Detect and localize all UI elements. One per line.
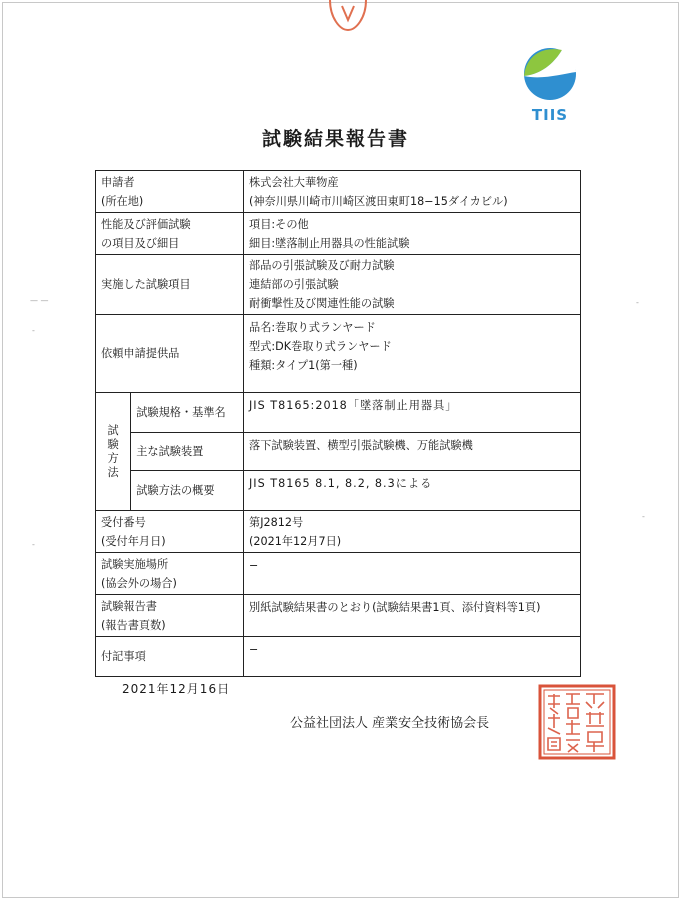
value-line: 品名:巻取り式ランヤード — [249, 321, 376, 334]
margin-mark: — — — [30, 296, 49, 305]
standard-value: JIS T8165:2018「墜落制止用器具」 — [244, 393, 581, 433]
sample-label — [96, 315, 244, 393]
label-char: 験 — [107, 437, 119, 451]
top-stamp-mark — [326, 0, 370, 34]
notes-value — [244, 637, 581, 677]
label-char: 法 — [107, 465, 119, 479]
report-table — [95, 170, 581, 677]
row-receipt — [96, 511, 581, 553]
tiis-logo — [522, 44, 578, 126]
logo-emblem — [522, 44, 578, 104]
value-line: 耐衝撃性及び関連性能の試験 — [249, 297, 395, 310]
value-line: 細目:墜落制止用器具の性能試験 — [249, 236, 410, 250]
label-line: 依頼申請提供品 — [101, 347, 180, 360]
equipment-value: 落下試験装置、横型引張試験機、万能試験機 — [244, 433, 581, 471]
location-label — [96, 553, 244, 595]
label-line: 試験実施場所 — [101, 557, 169, 571]
value-line: 項目:その他 — [249, 217, 309, 231]
margin-mark: - — [642, 512, 645, 521]
value-line: − — [249, 559, 259, 572]
row-report — [96, 595, 581, 637]
value-line: − — [249, 643, 259, 656]
official-seal — [538, 684, 616, 760]
equipment-label: 主な試験装置 — [131, 433, 244, 471]
outline-label: 試験方法の概要 — [131, 471, 244, 511]
margin-mark: - — [32, 326, 35, 335]
value-line: 連結部の引張試験 — [249, 278, 339, 291]
row-method-standard — [96, 393, 581, 433]
value-line: 別紙試験結果書のとおり(試験結果書1頁、添付資料等1頁) — [249, 601, 541, 614]
margin-mark: - — [32, 540, 35, 549]
label-char: 方 — [107, 451, 119, 465]
label-line: 付記事項 — [101, 650, 146, 663]
label-line: (所在地) — [101, 194, 144, 208]
label-line: 申請者 — [101, 175, 135, 189]
report-value — [244, 595, 581, 637]
row-tests — [96, 255, 581, 315]
label-line: (受付年月日) — [101, 534, 166, 548]
sample-value — [244, 315, 581, 393]
method-group-label — [96, 393, 131, 511]
label-line: 実施した試験項目 — [101, 278, 191, 291]
tests-value — [244, 255, 581, 315]
applicant-address: (神奈川県川崎市川崎区渡田東町18−15ダイカビル) — [249, 194, 508, 208]
location-value — [244, 553, 581, 595]
row-method-equipment — [96, 433, 581, 471]
row-applicant — [96, 171, 581, 213]
evaluation-value — [244, 213, 581, 255]
evaluation-label — [96, 213, 244, 255]
row-notes — [96, 637, 581, 677]
notes-label — [96, 637, 244, 677]
value-line: 種類:タイプ1(第一種) — [249, 359, 358, 372]
value-line: 型式:DK巻取り式ランヤード — [249, 340, 392, 353]
label-line: 性能及び評価試験 — [101, 217, 191, 231]
receipt-number: 第J2812号 — [249, 515, 304, 529]
report-label — [96, 595, 244, 637]
label-line: 受付番号 — [101, 515, 146, 529]
applicant-value — [244, 171, 581, 213]
value-line: 部品の引張試験及び耐力試験 — [249, 259, 395, 272]
label-line: 試験報告書 — [101, 599, 157, 613]
receipt-value — [244, 511, 581, 553]
document-title: 試験結果報告書 — [261, 128, 409, 150]
margin-mark: - — [636, 298, 639, 307]
row-evaluation — [96, 213, 581, 255]
label-char: 試 — [107, 423, 119, 437]
outline-value: JIS T8165 8.1, 8.2, 8.3による — [244, 471, 581, 511]
standard-label: 試験規格・基準名 — [131, 393, 244, 433]
receipt-label — [96, 511, 244, 553]
issuer-name: 公益社団法人 産業安全技術協会長 — [290, 716, 490, 731]
receipt-date: (2021年12月7日) — [249, 534, 342, 548]
issue-date: 2021年12月16日 — [122, 682, 231, 696]
label-line: (報告書頁数) — [101, 618, 166, 632]
applicant-label — [96, 171, 244, 213]
logo-text: TIIS — [531, 106, 569, 124]
row-method-outline — [96, 471, 581, 511]
label-line: (協会外の場合) — [101, 576, 177, 590]
applicant-name: 株式会社大華物産 — [249, 175, 339, 189]
label-line: の項目及び細目 — [101, 236, 180, 250]
row-location — [96, 553, 581, 595]
row-sample — [96, 315, 581, 393]
tests-label — [96, 255, 244, 315]
